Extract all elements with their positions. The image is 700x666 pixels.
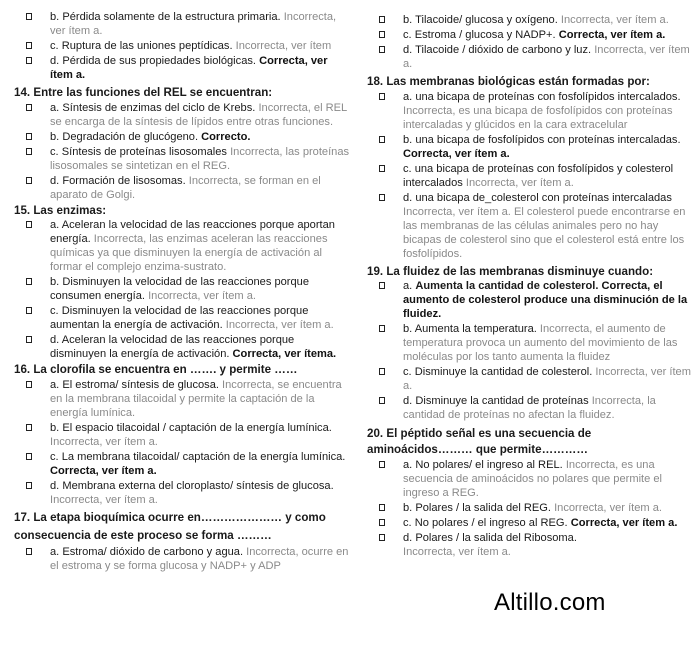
option-feedback: Incorrecta, se encuentra en la membrana tilacoidal y permite la captación de la energía lumínica.: [50, 378, 342, 419]
option-q19-c: c. Disminuye la cantidad de colesterol. Incorrecta, ver ítem a.: [367, 365, 697, 393]
checkbox-icon[interactable]: [379, 93, 385, 100]
option-q15-a: a. Aceleran la velocidad de las reacciones porque aportan energía. Incorrecta, las enzimas aceleran las reacciones químicas ya que disminuyen la energía de activación al formar el complejo enzima-sustrato.: [14, 218, 350, 274]
checkbox-icon[interactable]: [26, 104, 32, 111]
option-correct-label: Correcta, ver ítem a.: [570, 517, 678, 529]
option-q14-b: b. Degradación de glucógeno. Correcto.: [14, 130, 350, 144]
question-15-title: 15. Las enzimas:: [14, 203, 107, 217]
left-column: [14, 0, 350, 574]
option-feedback: Incorrecta, las enzimas aceleran las reacciones químicas ya que disminuyen la energía de activación al formar el complejo enzima-sustrato.: [50, 233, 328, 273]
checkbox-icon[interactable]: [26, 424, 32, 431]
option-q14-c: c. Síntesis de proteínas lisosomales Incorrecta, las proteínas lisosomales se sintetizan en el REG.: [14, 145, 350, 173]
option-feedback: Incorrecta, ver ítem a.: [554, 502, 662, 514]
option-q14-d: d. Formación de lisosomas. Incorrecta, se forman en el aparato de Golgi.: [14, 174, 350, 202]
option-text: Tilacoide/ glucosa y oxígeno.: [415, 14, 561, 26]
option-text: una bicapa de proteínas con fosfolípidos y colesterol intercalados: [403, 162, 674, 189]
option-q17-d: d. Tilacoide / dióxido de carbono y luz. Incorrecta, ver ítem a.: [367, 43, 697, 71]
checkbox-icon[interactable]: [26, 482, 32, 489]
option-text: una bicapa de fosfolípidos con proteínas intercaladas.: [415, 133, 681, 146]
option-q19-b: b. Aumenta la temperatura. Incorrecta, el aumento de temperatura provoca un aumento del movimiento de las moléculas por los tanto aumenta la fluidez: [367, 322, 697, 364]
option-q15-c: c. Disminuyen la velocidad de las reacciones porque aumentan la energía de activación. Incorrecta, ver ítem a.: [14, 304, 350, 332]
option-text: Pérdida de sus propiedades biológicas.: [62, 55, 260, 67]
checkbox-icon[interactable]: [379, 534, 385, 541]
checkbox-icon[interactable]: [26, 336, 32, 343]
checkbox-icon[interactable]: [379, 282, 385, 289]
option-correct-label: Correcta, ver ítema.: [232, 348, 337, 360]
option-q18-b: b. una bicapa de fosfolípidos con proteínas intercaladas. Correcta, ver ítem a.: [367, 133, 697, 161]
option-text: una bicapa de_colesterol con proteínas intercaladas: [415, 191, 672, 204]
option-q20-a: a. No polares/ el ingreso al REL. Incorrecta, es una secuencia de aminoácidos no polares que permite el ingreso a REG.: [367, 458, 697, 500]
option-q17-a: a. Estroma/ dióxido de carbono y agua. Incorrecta, ocurre en el estroma y se forma glucosa y NADP+ y ADP: [14, 545, 350, 573]
option-text: No polares/ el ingreso al REL.: [415, 459, 566, 471]
option-q15-d: d. Aceleran la velocidad de las reacciones porque disminuyen la energía de activación. Correcta, ver ítema.: [14, 333, 350, 361]
checkbox-icon[interactable]: [26, 453, 32, 460]
option-text: El estroma/ síntesis de glucosa.: [62, 378, 223, 391]
checkbox-icon[interactable]: [379, 165, 385, 172]
option-q13-b: b. Pérdida solamente de la estructura primaria. Incorrecta, ver ítem a.: [14, 10, 350, 38]
right-column: [367, 0, 697, 560]
option-correct-label: Correcta, ver ítem a.: [50, 464, 157, 477]
question-14-title: 14. Entre las funciones del REL se encuentran:: [14, 86, 273, 99]
option-text: Estroma / glucosa y NADP+.: [414, 29, 559, 41]
question-18-title: 18. Las membranas biológicas están formadas por:: [367, 75, 650, 88]
option-text: Disminuye la cantidad de colesterol.: [414, 366, 596, 378]
checkbox-icon[interactable]: [379, 136, 385, 143]
option-q20-d: d. Polares / la salida del Ribosoma. Incorrecta, ver ítem a.: [367, 531, 603, 559]
option-feedback: Incorrecta, el REL se encarga de la síntesis de lípidos entre otras funciones.: [50, 101, 347, 128]
question-20-title: 20. El péptido señal es una secuencia de aminoácidos……… que permite…………: [367, 427, 592, 456]
option-feedback: Incorrecta, se forman en el aparato de Golgi.: [50, 174, 321, 201]
option-q16-a: a. El estroma/ síntesis de glucosa. Incorrecta, se encuentra en la membrana tilacoidal y permite la captación de la energía lumínica.: [14, 378, 350, 420]
checkbox-icon[interactable]: [379, 461, 385, 468]
checkbox-icon[interactable]: [26, 381, 32, 388]
option-q17-b: b. Tilacoide/ glucosa y oxígeno. Incorrecta, ver ítem a.: [367, 13, 697, 27]
checkbox-icon[interactable]: [26, 548, 32, 555]
option-feedback: Incorrecta, las proteínas lisosomales se sintetizan en el REG.: [50, 145, 350, 172]
option-feedback: Incorrecta, ver ítem a.: [148, 290, 256, 302]
checkbox-icon[interactable]: [26, 133, 32, 140]
option-text: Aumenta la cantidad de colesterol.: [415, 280, 602, 292]
option-feedback: Incorrecta, ver ítem a.: [225, 319, 334, 331]
checkbox-icon[interactable]: [26, 13, 32, 20]
option-feedback: Incorrecta, el aumento de temperatura provoca un aumento del movimiento de las moléculas por los tanto aumenta la fluidez: [403, 323, 678, 363]
option-q18-d: d. una bicapa de_colesterol con proteínas intercaladas Incorrecta, ver ítem a. El colesterol puede encontrarse en las membranas de las células animales pero no hay bicapas de colesterol sino que el colesterol está entre los fosfolípidos.: [367, 191, 697, 261]
question-17-title: 17. La etapa bioquímica ocurre en………………… y como consecuencia de este proceso se forma ………: [14, 510, 326, 542]
option-q19-a: a. Aumenta la cantidad de colesterol. Correcta, el aumento de colesterol produce una disminución de la fluidez.: [367, 279, 697, 321]
option-correct-label: Correcto.: [201, 130, 251, 143]
option-q16-c: c. La membrana tilacoidal/ captación de la energía lumínica. Correcta, ver ítem a.: [14, 450, 350, 478]
option-feedback: Incorrecta, ver ítem: [235, 40, 332, 52]
option-feedback: Incorrecta, ver ítem a.: [50, 493, 158, 506]
checkbox-icon[interactable]: [26, 57, 32, 64]
option-feedback: Incorrecta, ver ítem a. El colesterol puede encontrarse en las membranas de las células animales pero no hay bicapas de colesterol sino que el colesterol está entre los fosfolípidos.: [403, 205, 686, 260]
option-feedback: Incorrecta, ocurre en el estroma y se forma glucosa y NADP+ y ADP: [50, 545, 349, 572]
option-text: La membrana tilacoidal/ captación de la energía lumínica.: [61, 450, 346, 463]
option-q17-c: c. Estroma / glucosa y NADP+. Correcta, ver ítem a.: [367, 28, 697, 42]
checkbox-icon[interactable]: [379, 194, 385, 201]
option-text: Disminuyen la velocidad de las reacciones porque consumen energía.: [50, 276, 310, 302]
option-q20-b: b. Polares / la salida del REG. Incorrecta, ver ítem a.: [367, 501, 697, 515]
checkbox-icon[interactable]: [26, 42, 32, 49]
option-q18-a: a. una bicapa de proteínas con fosfolípidos intercalados. Incorrecta, es una bicapa de fosfolípidos con proteínas intercaladas y glúcidos en la cara extracelular: [367, 90, 697, 132]
option-feedback: Incorrecta, ver ítem a.: [50, 435, 158, 448]
checkbox-icon[interactable]: [379, 368, 385, 375]
option-text: Polares / la salida del REG.: [415, 502, 555, 514]
option-feedback: Incorrecta, ver ítem a.: [403, 366, 691, 392]
option-text: Aumenta la temperatura.: [414, 323, 540, 335]
option-feedback: Incorrecta, es una secuencia de aminoácidos no polares que permite el ingreso a REG.: [403, 459, 663, 499]
option-text: Disminuyen la velocidad de las reacciones porque aumentan la energía de activación.: [50, 305, 309, 331]
checkbox-icon[interactable]: [26, 177, 32, 184]
option-text: Síntesis de proteínas lisosomales: [61, 145, 231, 158]
option-q15-b: b. Disminuyen la velocidad de las reacciones porque consumen energía. Incorrecta, ver ítem a.: [14, 275, 350, 303]
option-feedback: Incorrecta, la cantidad de proteínas no afectan la fluidez.: [403, 395, 656, 421]
option-text: Degradación de glucógeno.: [62, 130, 202, 143]
option-q16-b: b. El espacio tilacoidal / captación de la energía lumínica. Incorrecta, ver ítem a.: [14, 421, 350, 449]
option-correct-label: Correcta, ver ítem a.: [50, 55, 328, 81]
checkbox-icon[interactable]: [379, 16, 385, 23]
checkbox-icon[interactable]: [26, 307, 32, 314]
checkbox-icon[interactable]: [379, 31, 385, 38]
option-text: Estroma/ dióxido de carbono y agua.: [62, 545, 247, 558]
option-text: Membrana externa del cloroplasto/ síntesis de glucosa.: [62, 479, 334, 492]
option-text: Tilacoide / dióxido de carbono y luz.: [415, 44, 595, 56]
checkbox-icon[interactable]: [26, 278, 32, 285]
option-correct-label: Correcta, el aumento de colesterol produce una disminución de la fluidez.: [403, 280, 688, 320]
option-correct-label: Correcta, ver ítem a.: [558, 29, 666, 41]
option-q18-c: c. una bicapa de proteínas con fosfolípidos y colesterol intercalados Incorrecta, ver ítem a.: [367, 162, 697, 190]
option-correct-label: Correcta, ver ítem a.: [403, 147, 510, 160]
checkbox-icon[interactable]: [379, 519, 385, 526]
option-text: Síntesis de enzimas del ciclo de Krebs.: [62, 101, 259, 114]
option-text: No polares / el ingreso al REG.: [414, 517, 571, 529]
option-feedback: Incorrecta, ver ítem a.: [560, 14, 669, 26]
option-q14-a: a. Síntesis de enzimas del ciclo de Krebs. Incorrecta, el REL se encarga de la síntesis de lípidos entre otras funciones.: [14, 101, 350, 129]
option-feedback: Incorrecta, ver ítem a.: [465, 176, 574, 189]
option-feedback: Incorrecta, ver ítem a.: [403, 546, 511, 558]
option-q13-d: d. Pérdida de sus propiedades biológicas. Correcta, ver ítem a.: [14, 54, 350, 82]
site-logo[interactable]: Altillo.com: [494, 589, 606, 616]
option-q19-d: d. Disminuye la cantidad de proteínas Incorrecta, la cantidad de proteínas no afectan la fluidez.: [367, 394, 697, 422]
question-16-title: 16. La clorofila se encuentra en ……. y permite ……: [14, 363, 298, 376]
option-feedback: Incorrecta, es una bicapa de fosfolípidos con proteínas intercaladas y glúcidos en la cara extracelular: [403, 104, 673, 131]
option-text: Formación de lisosomas.: [62, 174, 189, 187]
checkbox-icon[interactable]: [379, 46, 385, 53]
option-feedback: Incorrecta, ver ítem a.: [403, 44, 690, 70]
option-q16-d: d. Membrana externa del cloroplasto/ síntesis de glucosa. Incorrecta, ver ítem a.: [14, 479, 350, 507]
question-19-title: 19. La fluidez de las membranas disminuye cuando:: [367, 264, 654, 278]
option-text: Disminuye la cantidad de proteínas: [415, 395, 592, 407]
option-feedback: Incorrecta, ver ítem a.: [50, 11, 337, 37]
option-text: una bicapa de proteínas con fosfolípidos intercalados.: [415, 90, 681, 103]
checkbox-icon[interactable]: [379, 397, 385, 404]
option-text: Pérdida solamente de la estructura primaria.: [62, 11, 284, 23]
option-text: El espacio tilacoidal / captación de la energía lumínica.: [62, 421, 332, 434]
checkbox-icon[interactable]: [379, 504, 385, 511]
checkbox-icon[interactable]: [379, 325, 385, 332]
option-text: Aceleran la velocidad de las reacciones porque disminuyen la energía de activación.: [50, 334, 295, 360]
option-text: Polares / la salida del Ribosoma.: [415, 532, 577, 544]
checkbox-icon[interactable]: [26, 221, 32, 228]
option-text: Ruptura de las uniones peptídicas.: [61, 40, 236, 52]
checkbox-icon[interactable]: [26, 148, 32, 155]
option-q20-c: c. No polares / el ingreso al REG. Correcta, ver ítem a.: [367, 516, 697, 530]
option-text: Aceleran la velocidad de las reacciones porque aportan energía.: [50, 219, 335, 245]
option-q13-c: c. Ruptura de las uniones peptídicas. Incorrecta, ver ítem: [14, 39, 350, 53]
